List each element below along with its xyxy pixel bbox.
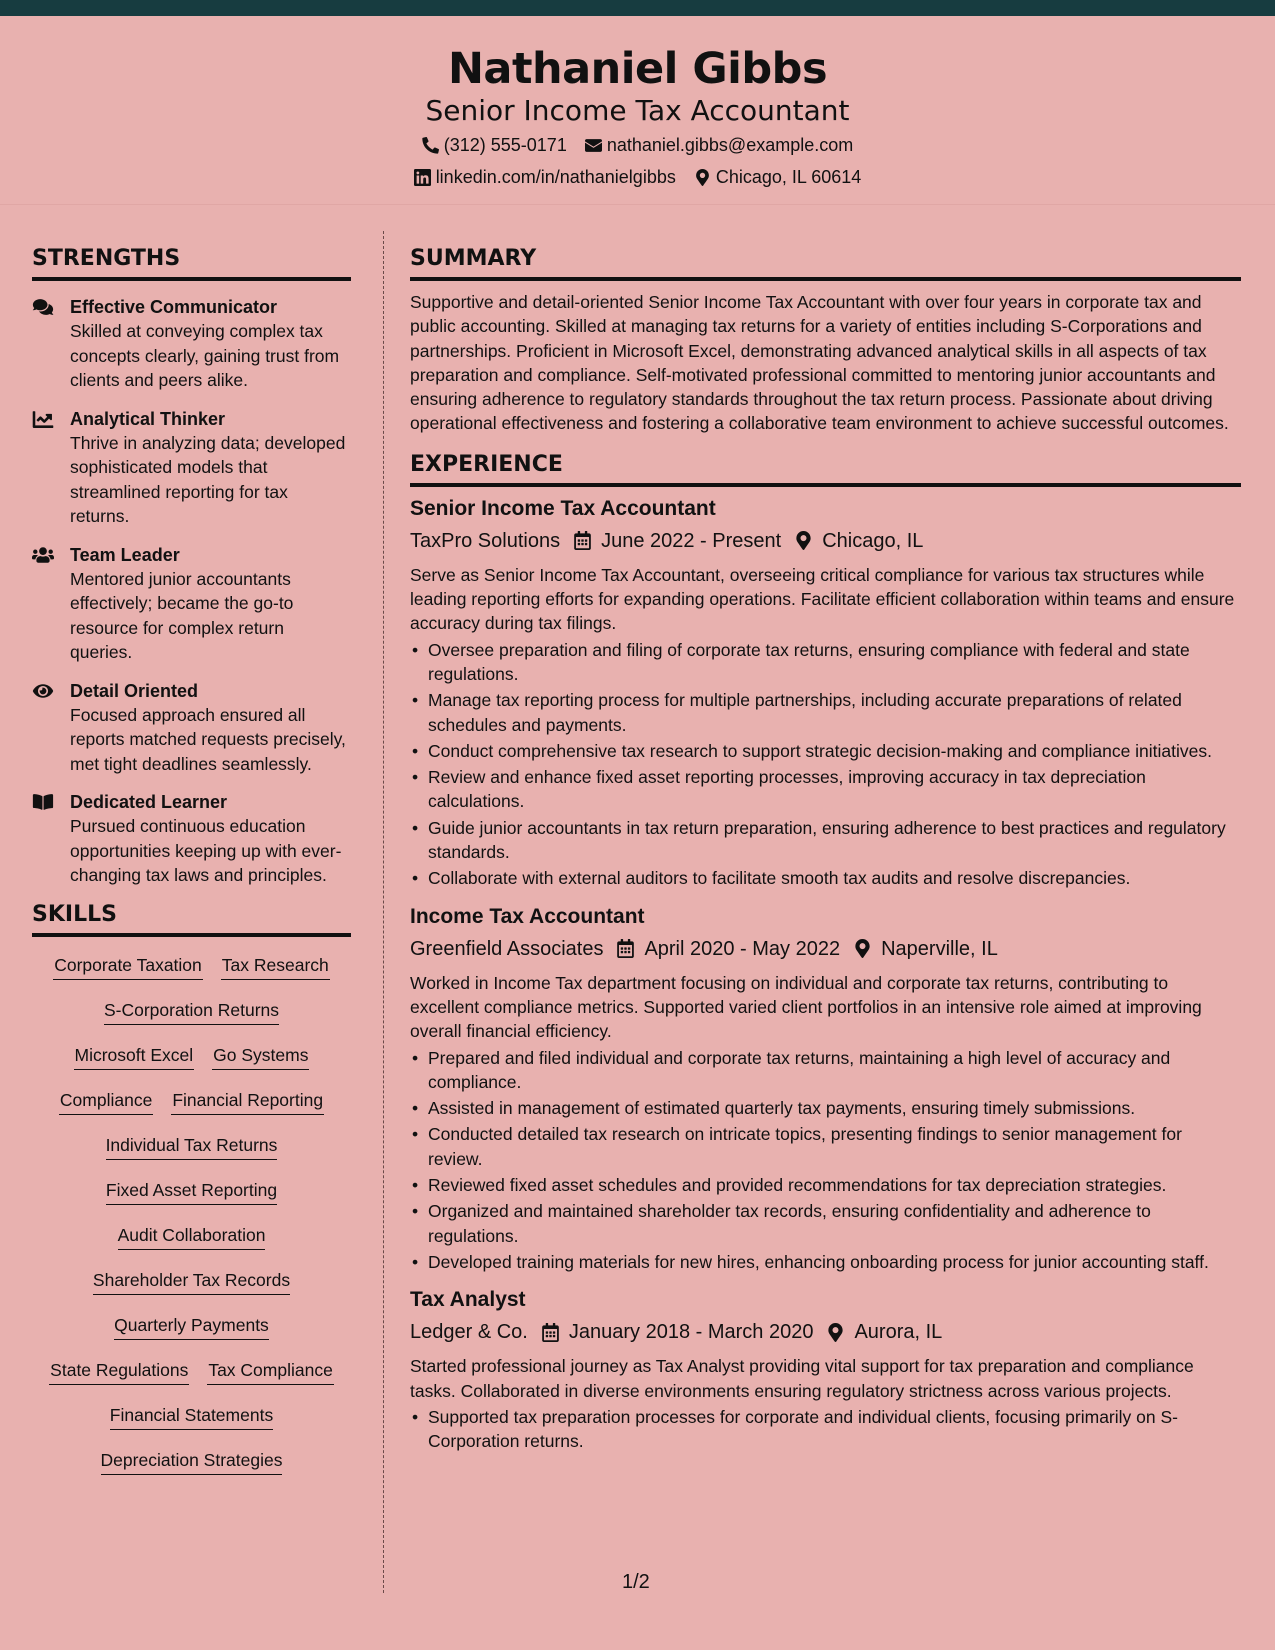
skill-tag: Individual Tax Returns (106, 1131, 278, 1160)
job-entry (410, 1286, 1241, 1453)
skill-tag: Depreciation Strategies (101, 1446, 283, 1475)
location-text: Chicago, IL 60614 (715, 167, 862, 187)
strength-desc: Focused approach ensured all reports matched requests precisely, met tight deadlines seamlessly. (70, 704, 346, 774)
summary-heading: SUMMARY (410, 246, 1241, 281)
experience-heading: EXPERIENCE (410, 452, 1241, 487)
linkedin-icon (414, 169, 431, 186)
job-bullet: • Review and enhance fixed asset reporting processes, improving accuracy in tax depreciation calculations. (410, 765, 1241, 814)
job-bullet: • Conduct comprehensive tax research to support strategic decision-making and compliance initiatives. (410, 739, 1241, 763)
header-divider (0, 204, 1275, 205)
job-bullet: • Developed training materials for new hires, enhancing onboarding process for junior accounting staff. (410, 1250, 1241, 1274)
location-contact (694, 167, 861, 188)
contact-row-2 (0, 167, 1275, 188)
job-description: Serve as Senior Income Tax Accountant, overseeing critical compliance for various tax structures while leading reporting efforts for expanding operations. Facilitate efficient collaboration within teams and ensure accuracy during tax filings. (410, 564, 1235, 634)
strength-title: Effective Communicator (70, 297, 278, 317)
skill-tag: Corporate Taxation (53, 951, 203, 980)
phone-text: (312) 555-0171 (443, 135, 567, 155)
job-meta (410, 527, 1241, 555)
job-title: Senior Income Tax Accountant (410, 496, 716, 520)
strength-item (32, 543, 351, 665)
job-bullet: • Manage tax reporting process for multiple partnerships, including accurate preparations of related schedules and payments. (410, 688, 1241, 737)
job-bullet: • Assisted in management of estimated quarterly tax payments, ensuring timely submissions. (410, 1096, 1241, 1120)
job-dates: January 2018 - March 2020 (568, 1321, 814, 1344)
skill-tag: Financial Reporting (171, 1086, 324, 1115)
skill-tag: Fixed Asset Reporting (106, 1176, 277, 1205)
job-company: Ledger & Co. (410, 1321, 528, 1344)
job-title: Tax Analyst (410, 1288, 526, 1312)
job-entry (410, 495, 1241, 891)
email-contact[interactable] (585, 135, 853, 156)
strength-item (32, 679, 351, 777)
candidate-name: Nathaniel Gibbs (447, 44, 828, 94)
job-location: Chicago, IL (822, 529, 924, 552)
linkedin-text[interactable]: linkedin.com/in/nathanielgibbs (435, 167, 676, 187)
job-bullet: • Reviewed fixed asset schedules and provided recommendations for tax depreciation strategies. (410, 1173, 1241, 1197)
resume-header (0, 16, 1275, 204)
strength-item (32, 790, 351, 888)
job-title: Income Tax Accountant (410, 904, 645, 928)
strength-item (32, 295, 351, 393)
job-bullets (410, 638, 1241, 891)
map-marker-icon (827, 1323, 844, 1342)
strengths-heading: STRENGTHS (32, 246, 351, 281)
job-bullet: • Oversee preparation and filing of corporate tax returns, ensuring compliance with federal and state regulations. (410, 638, 1241, 687)
job-company: Greenfield Associates (410, 937, 604, 960)
strength-title: Dedicated Learner (70, 792, 228, 812)
skill-tag: Shareholder Tax Records (93, 1266, 290, 1295)
calendar-icon (542, 1323, 559, 1342)
strength-item (32, 407, 351, 529)
job-location: Aurora, IL (854, 1321, 943, 1344)
strength-title: Analytical Thinker (70, 408, 226, 429)
users-icon (32, 546, 54, 564)
skill-tag: Tax Research (221, 951, 330, 980)
strength-desc: Mentored junior accountants effectively; became the go-to resource for complex return queries. (70, 568, 294, 662)
map-marker-icon (694, 169, 711, 186)
experience-section (410, 452, 1241, 1454)
calendar-icon (574, 531, 591, 550)
job-bullets (410, 1405, 1241, 1454)
skills-section (32, 902, 351, 1491)
skill-tag: State Regulations (49, 1356, 189, 1385)
job-dates: April 2020 - May 2022 (644, 937, 841, 960)
calendar-icon (617, 939, 634, 958)
phone-contact (422, 135, 567, 156)
job-meta (410, 1318, 1241, 1346)
skill-tag: S-Corporation Returns (104, 996, 279, 1025)
comments-icon (32, 298, 54, 316)
job-entry (410, 903, 1241, 1275)
email-text[interactable]: nathaniel.gibbs@example.com (606, 135, 854, 155)
strength-desc: Thrive in analyzing data; developed sophisticated models that streamlined reporting for tax returns. (70, 432, 346, 526)
job-company: TaxPro Solutions (410, 529, 561, 552)
envelope-icon (585, 137, 602, 154)
job-meta (410, 935, 1241, 963)
skills-heading: SKILLS (32, 902, 351, 937)
job-bullet: • Conducted detailed tax research on intricate topics, presenting findings to senior management for review. (410, 1122, 1241, 1171)
column-divider (383, 231, 384, 1593)
skill-tag: Financial Statements (110, 1401, 273, 1430)
job-bullet: • Collaborate with external auditors to facilitate smooth tax audits and resolve discrepancies. (410, 866, 1241, 890)
summary-text: Supportive and detail-oriented Senior Income Tax Accountant with over four years in corporate tax and public accounting. Skilled at managing tax returns for a variety of entities including S-Corporations and partnerships. Proficient in Microsoft Excel, demonstrating advanced analytical skills in all aspects of tax preparation and compliance. Self-motivated professional committed to mentoring junior accountants and ensuring adherence to regulatory standards throughout the tax return process. Passionate about driving operational effectiveness and fostering a collaborative team environment to achieve successful outcomes. (410, 292, 1229, 434)
strength-desc: Skilled at conveying complex tax concepts clearly, gaining trust from clients and peers alike. (70, 321, 340, 390)
skill-tag: Audit Collaboration (118, 1221, 266, 1250)
strength-desc: Pursued continuous education opportunities keeping up with ever-changing tax laws and principles. (70, 816, 342, 885)
right-column (410, 246, 1241, 1455)
job-bullet: • Prepared and filed individual and corporate tax returns, maintaining a high level of accuracy and compliance. (410, 1046, 1241, 1095)
skill-tag: Go Systems (212, 1041, 309, 1070)
strength-title: Detail Oriented (70, 680, 199, 701)
candidate-title: Senior Income Tax Accountant (425, 94, 850, 127)
skill-tag: Quarterly Payments (114, 1311, 269, 1340)
strengths-list (32, 295, 351, 888)
book-open-icon (32, 793, 54, 811)
skills-list (32, 951, 351, 1491)
skill-tag: Tax Compliance (207, 1356, 334, 1385)
page-number: 1/2 (622, 1571, 650, 1593)
job-bullet: • Guide junior accountants in tax return preparation, ensuring adherence to best practices and regulatory standards. (410, 816, 1241, 865)
job-bullet: • Organized and maintained shareholder tax records, ensuring confidentiality and adherence to regulations. (410, 1199, 1241, 1248)
left-column (32, 246, 351, 1491)
job-description: Started professional journey as Tax Analyst providing vital support for tax preparation and compliance tasks. Collaborated in diverse environments ensuring regulatory strictness across various projects. (410, 1356, 1194, 1401)
job-bullet: • Supported tax preparation processes for corporate and individual clients, focusing primarily on S-Corporation returns. (410, 1405, 1241, 1454)
contact-row-1 (0, 135, 1275, 156)
job-bullets (410, 1046, 1241, 1275)
job-location: Naperville, IL (881, 937, 998, 960)
skill-tag: Compliance (59, 1086, 153, 1115)
linkedin-contact[interactable] (414, 167, 676, 188)
map-marker-icon (854, 939, 871, 958)
phone-icon (422, 137, 439, 154)
strength-title: Team Leader (70, 544, 180, 565)
chart-line-icon (32, 410, 54, 428)
job-description: Worked in Income Tax department focusing on individual and corporate tax returns, contributing to excellent compliance metrics. Supported varied client portfolios in an intensive role aimed at improving overall financial efficiency. (410, 972, 1202, 1042)
eye-icon (32, 682, 54, 700)
top-accent-bar (0, 0, 1275, 16)
map-marker-icon (795, 531, 812, 550)
skill-tag: Microsoft Excel (74, 1041, 195, 1070)
job-dates: June 2022 - Present (601, 529, 782, 552)
